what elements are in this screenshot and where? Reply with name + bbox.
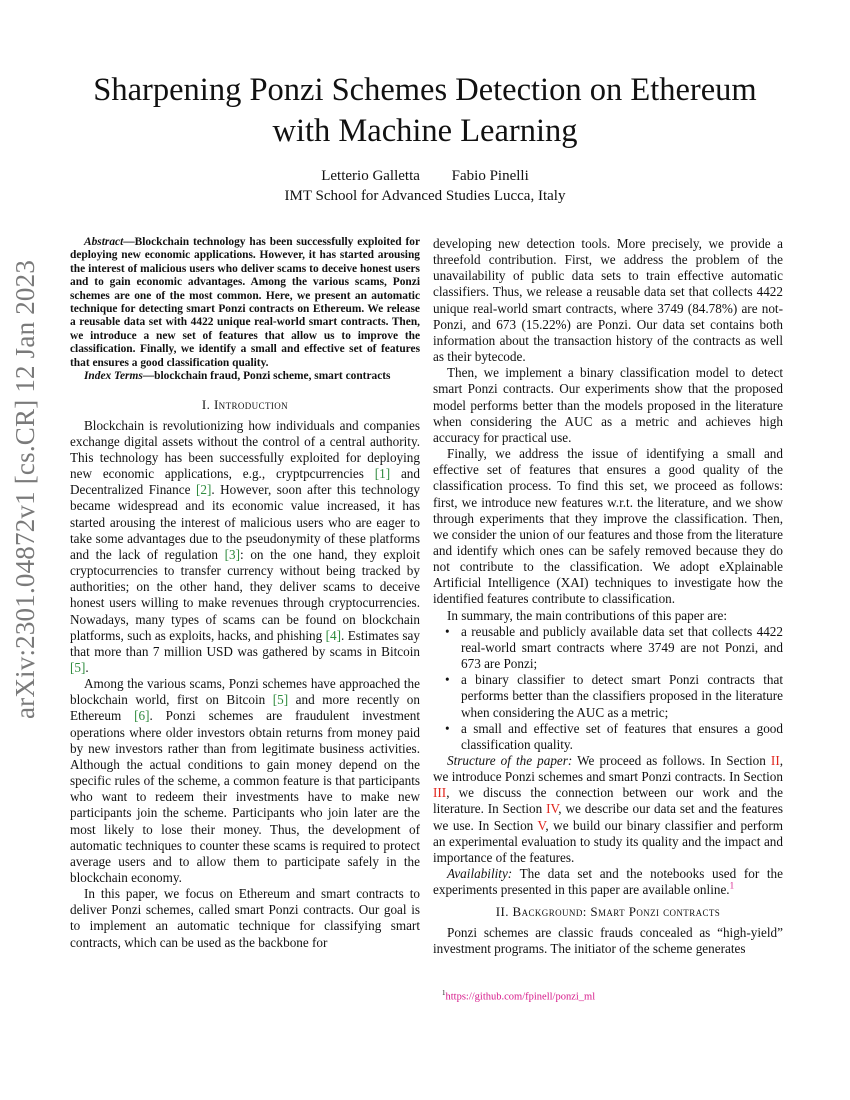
footnote-url-link[interactable]: https://github.com/fpinell/ponzi_ml bbox=[445, 991, 596, 1003]
index-terms-label: Index Terms bbox=[84, 370, 143, 383]
citation-link[interactable]: [6] bbox=[134, 708, 150, 724]
section-heading-background: II. Background: Smart Ponzi contracts bbox=[495, 904, 721, 920]
author-name: Letterio Galletta bbox=[321, 168, 420, 184]
paper-title bbox=[60, 70, 790, 152]
availability-label: Availability: bbox=[447, 866, 513, 882]
title-line-2: with Machine Learning bbox=[272, 113, 578, 149]
intro-paragraph-2: Among the various scams, Ponzi schemes have approached the blockchain world, first on Bitcoin [5] and more recently on Ethereum [6]. Ponzi schemes are fraudulent investment operations where older investors obtain returns from money paid by new investors rather than from legitimate business activities. Although the actual conditions to gain money depend on the specific rules of the scheme, a common feature is that participants who want to redeem their investments have to make new participants join the scheme. Participants who join later are the most likely to lose their money. Thus, the development of automatic techniques to counter these scams is required to protect average users and to allow them to participate safely in the blockchain economy. bbox=[70, 676, 420, 885]
citation-link[interactable]: [3] bbox=[224, 546, 241, 562]
footnote bbox=[442, 989, 595, 1003]
abstract-label: Abstract bbox=[84, 236, 124, 248]
right-column bbox=[433, 236, 783, 957]
structure-label: Structure of the paper: bbox=[447, 753, 573, 768]
list-item: • a reusable and publicly available data set that collects 4422 real-world smart contracts where 3749 are not Ponzi, and 673 are Ponzi; bbox=[461, 624, 783, 672]
list-item: • a binary classifier to detect smart Ponzi contracts that performs better than the classifiers proposed in the literature when considering the AUC as a metric; bbox=[461, 672, 783, 720]
author-list bbox=[60, 166, 790, 186]
index-terms-text: —blockchain fraud, Ponzi scheme, smart contracts bbox=[142, 370, 391, 383]
footnote-link[interactable]: 1 bbox=[729, 880, 735, 891]
citation-link[interactable]: [2] bbox=[195, 482, 212, 498]
intro-paragraph-3: In this paper, we focus on Ethereum and smart contracts to deliver Ponzi schemes, called smart Ponzi contracts. Our goal is to implement an automatic technique for classifying smart contracts, which can be used as the backbone for bbox=[70, 886, 420, 950]
citation-link[interactable]: [4] bbox=[325, 627, 342, 643]
features-paragraph: Finally, we address the issue of identifying a small and effective set of features that ensures a good quality of the classification process. To find this set, we proceed as follows: first, we introduce new features w.r.t. the literature, and we show through experiments that they improve the classification. Then, we consider the union of our features and those from the literature and identify which ones can be safely removed because they do not contribute to the classification. We adopt eXplainable Artificial Intelligence (XAI) techniques to investigate how the identified features contribute to classification. bbox=[433, 446, 783, 607]
classifier-paragraph: Then, we implement a binary classification model to detect smart Ponzi contracts. Our experiments show that the proposed model performs better than the models proposed in the literature when considering the AUC as a metric and achieves high accuracy for practical use. bbox=[433, 365, 783, 445]
intro-paragraph-1: Blockchain is revolutionizing how individuals and companies exchange digital assets without the control of a central authority. This technology has been successfully exploited for deploying new economic applications, e.g., cryptpcurrencies [1] and Decentralized Finance [2]. However, soon after this technology became widespread and its economic value increased, it has started arousing the interest of malicious users who are eager to take some advantages due to the pseudonymity of these platforms and the lack of regulation [3]: on the one hand, they exploit cryptocurrencies to transfer currency without being tracked by authorities; on the other hand, they deliver scams to deceive honest users willing to make revenues through cryptocurrencies. Nowadays, many types of scams can be found on blockchain platforms, such as exploits, hacks, and phishing [4]. Estimates say that more than 7 million USD was gathered by scams in Bitcoin [5]. bbox=[70, 417, 421, 675]
citation-link[interactable]: [5] bbox=[272, 692, 289, 708]
title-line-1: Sharpening Ponzi Schemes Detection on Ethereum bbox=[93, 72, 757, 108]
affiliation: IMT School for Advanced Studies Lucca, Italy bbox=[284, 188, 566, 204]
section-link[interactable]: IV bbox=[546, 801, 559, 817]
index-terms bbox=[70, 370, 420, 383]
citation-link[interactable]: [1] bbox=[374, 466, 391, 482]
structure-paragraph: Structure of the paper: We proceed as follows. In Section II, we introduce Ponzi schemes and smart Ponzi contracts. In Section III, we discuss the connection between our work and the literature. In Section IV, we describe our data set and the features we use. In Section V, we build our binary classifier and perform an experimental evaluation to study its quality and the impact and importance of the features. bbox=[433, 753, 784, 865]
summary-intro: In summary, the main contributions of this paper are: bbox=[447, 607, 728, 623]
abstract bbox=[70, 236, 420, 370]
list-item: • a small and effective set of features that ensures a good classification quality. bbox=[461, 721, 783, 753]
availability-paragraph: Availability: The data set and the notebooks used for the experiments presented in this paper are available online.$^1$ bbox=[433, 866, 783, 898]
citation-link[interactable]: [5] bbox=[70, 659, 86, 675]
footnote-mark: 1 bbox=[442, 989, 446, 997]
background-paragraph: Ponzi schemes are classic frauds concealed as “high-yield” investment programs. The initiator of the scheme generates bbox=[433, 924, 783, 956]
contribution-paragraph: developing new detection tools. More precisely, we provide a threefold contribution. First, we address the problem of the unavailability of public data sets to train effective automatic classifiers. Thus, we release a reusable data set that collects 4422 unique real-world smart contracts, where 3749 (84.78%) are not-Ponzi, and 673 (15.22%) are Ponzi. Our data set contains both information about the transaction history of the contracts as well as their bytecode. bbox=[433, 236, 783, 365]
contribution-list bbox=[433, 624, 783, 753]
section-link[interactable]: II bbox=[770, 753, 780, 768]
abstract-text: —Blockchain technology has been successfully exploited for deploying new economic applications. However, it has started arousing the interest of malicious users who deliver scams to deceive honest users and to gain economic advantages. Among the various scams, Ponzi schemes are one of the most common. Here, we present an automatic technique for detecting smart Ponzi contracts on Ethereum. We release a reusable data set with 4422 unique real-world smart contracts. Then, we introduce a new set of features that allow us to improve the classification. Finally, we identify a small and effective set of features that ensures a good classification quality. bbox=[70, 236, 420, 369]
section-link[interactable]: V bbox=[537, 817, 546, 833]
left-column bbox=[70, 236, 420, 951]
arxiv-stamp bbox=[6, 259, 46, 719]
section-link[interactable]: III bbox=[433, 785, 447, 801]
author-name: Fabio Pinelli bbox=[451, 168, 529, 184]
section-heading-introduction: I. Introduction bbox=[201, 397, 289, 413]
arxiv-identifier: arXiv:2301.04872v1 [cs.CR] 12 Jan 2023 bbox=[10, 259, 41, 719]
